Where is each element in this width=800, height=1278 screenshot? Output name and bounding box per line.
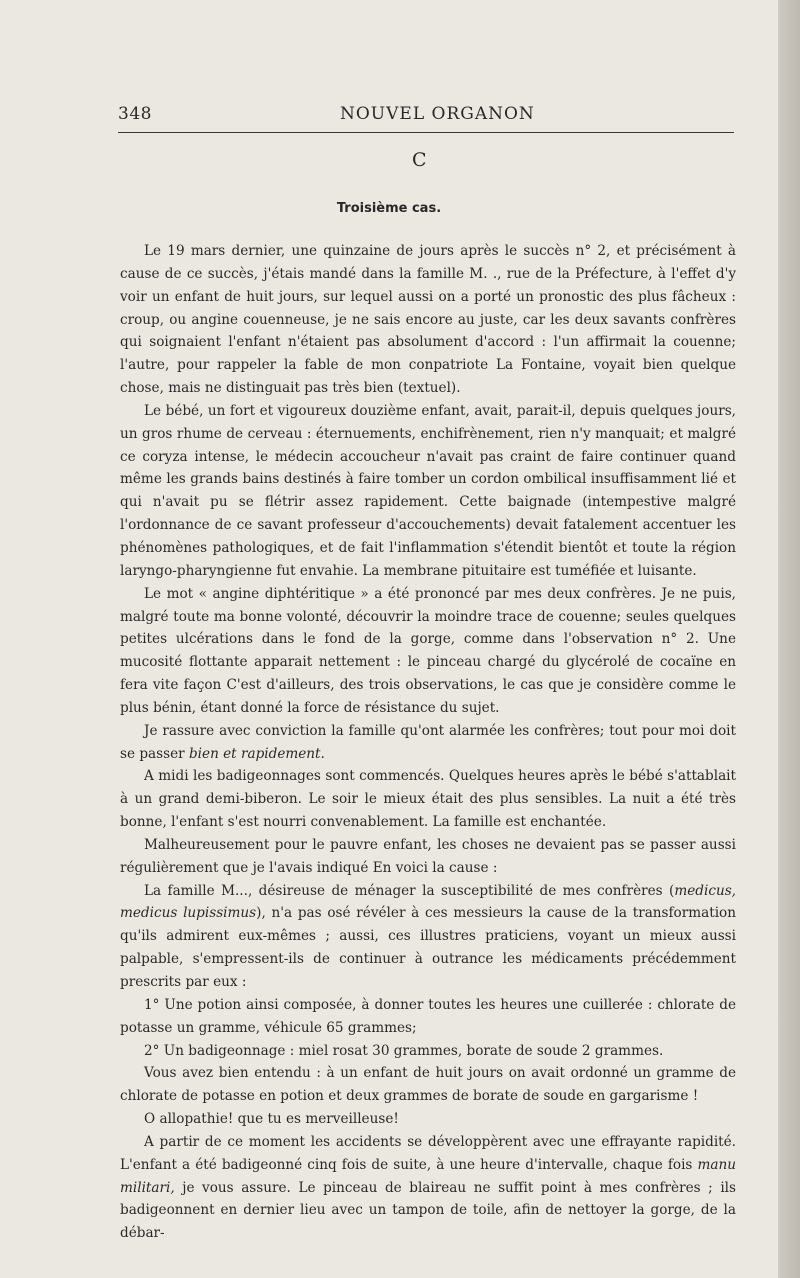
paragraph-7-rest: ), n'a pas osé révéler à ces messieurs la cause de la transformation qu'ils admirent eux-mêmes ; aussi, ces illustres praticiens, voyant un mieux aussi palpable, s'empressent-ils de continuer à outrance les médicaments précédemment prescrits par eux : — [120, 905, 736, 990]
paragraph-5: A midi les badigeonnages sont commencés. Quelques heures après le bébé s'attablait à un grand demi-biberon. Le soir le mieux était des plus sensibles. La nuit a été très bonne, l'enfant s'est nourri convenablement. La famille est enchantée. — [120, 768, 736, 831]
paragraph-10: Vous avez bien entendu : à un enfant de huit jours on avait ordonné un gramme de chlorate de potasse en potion et deux grammes de borate de soude en gargarisme ! — [120, 1065, 736, 1105]
paragraph-12-rest: je vous assure. Le pinceau de blaireau ne suffit point à mes confrères ; ils badigeonnent en dernier lieu avec un tampon de toile, afin de nettoyer la gorge, de la débar- — [120, 1179, 736, 1242]
page-edge — [778, 0, 800, 1278]
paragraph-6: Malheureusement pour le pauvre enfant, les choses ne devaient pas se passer aussi régulièrement que je l'avais indiqué En voici la cause : — [120, 836, 736, 876]
paragraph-11: O allopathie! que tu es merveilleuse! — [144, 1111, 399, 1128]
paragraph-1: Le 19 mars dernier, une quinzaine de jours après le succès n° 2, et précisément à cause de ce succès, j'étais mandé dans la famille M. ., rue de la Préfecture, à l'effet d'y voir un enfant de huit jours, sur lequel aussi on a porté un pronostic des plus fâcheux : croup, ou angine couenneuse, je ne sais encore au juste, car les deux savants confrères qui soignaient l'enfant n'étaient pas absolument d'accord : l'un affirmait la couenne; l'autre, pour rappeler la fable de mon conpatriote La Fontaine, voyait bien quelque chose, mais ne distinguait pas très bien (textuel). — [120, 243, 736, 397]
paragraph-2: Le bébé, un fort et vigoureux douzième enfant, avait, parait-il, depuis quelques jours, un gros rhume de cerveau : éternuements, enchifrènement, rien n'y manquait; et malgré ce coryza intense, le médecin accoucheur n'avait pas craint de faire continuer quand même les grands bains destinés à faire tomber un cordon ombilical insuffisamment lié et qui n'avait pu se flétrir assez rapidement. Cette baignade (intempestive malgré l'ordonnance de ce savant professeur d'accouchements) devait fatalement accentuer les phénomènes pathologiques, et de fait l'inflammation s'étendit bientôt et toute la région laryngo-pharyngienne fut envahie. La membrane pituitaire est tuméfiée et luisante. — [120, 402, 736, 579]
body-text — [120, 240, 736, 1245]
running-head: NOUVEL ORGANON — [340, 104, 535, 124]
paragraph-7-text: La famille M..., désireuse de ménager la susceptibilité de mes confrères ( — [144, 882, 675, 899]
paragraph-4-italic: bien et rapidement. — [188, 745, 325, 762]
paragraph-7-italic: medicus, medicus lupissimus — [120, 882, 736, 922]
section-letter: C — [412, 149, 427, 171]
page-number: 348 — [118, 104, 152, 124]
case-title: Troisième cas. — [336, 201, 442, 216]
paragraph-4-text: Je rassure avec conviction la famille qu'ont alarmée les confrères; tout pour moi doit se passer — [120, 722, 736, 762]
header-rule — [118, 132, 734, 133]
paragraph-12-italic: manu militari, — [120, 1156, 736, 1196]
paragraph-12 — [120, 1131, 736, 1245]
paragraph-3: Le mot « angine diphtéritique » a été prononcé par mes deux confrères. Je ne puis, malgré toute ma bonne volonté, découvrir la moindre trace de couenne; seules quelques petites ulcérations dans le fond de la gorge, comme dans l'observation n° 2. Une mucosité flottante apparait nettement : le pinceau chargé du glycérolé de cocaïne en fera vite façon C'est d'ailleurs, des trois observations, le cas que je considère comme le plus bénin, étant donné la force de résistance du sujet. — [120, 585, 736, 716]
paragraph-7 — [120, 880, 736, 994]
page-header — [118, 104, 736, 132]
paragraph-4 — [120, 720, 736, 766]
prescription-1: 1° Une potion ainsi composée, à donner toutes les heures une cuillerée : chlorate de potasse un gramme, véhicule 65 grammes; — [120, 996, 736, 1036]
prescription-2: 2° Un badigeonnage : miel rosat 30 grammes, borate de soude 2 grammes. — [144, 1042, 664, 1059]
paragraph-12-text: A partir de ce moment les accidents se développèrent avec une effrayante rapidité. L'enfant a été badigeonné cinq fois de suite, à une heure d'intervalle, chaque fois — [120, 1133, 736, 1173]
